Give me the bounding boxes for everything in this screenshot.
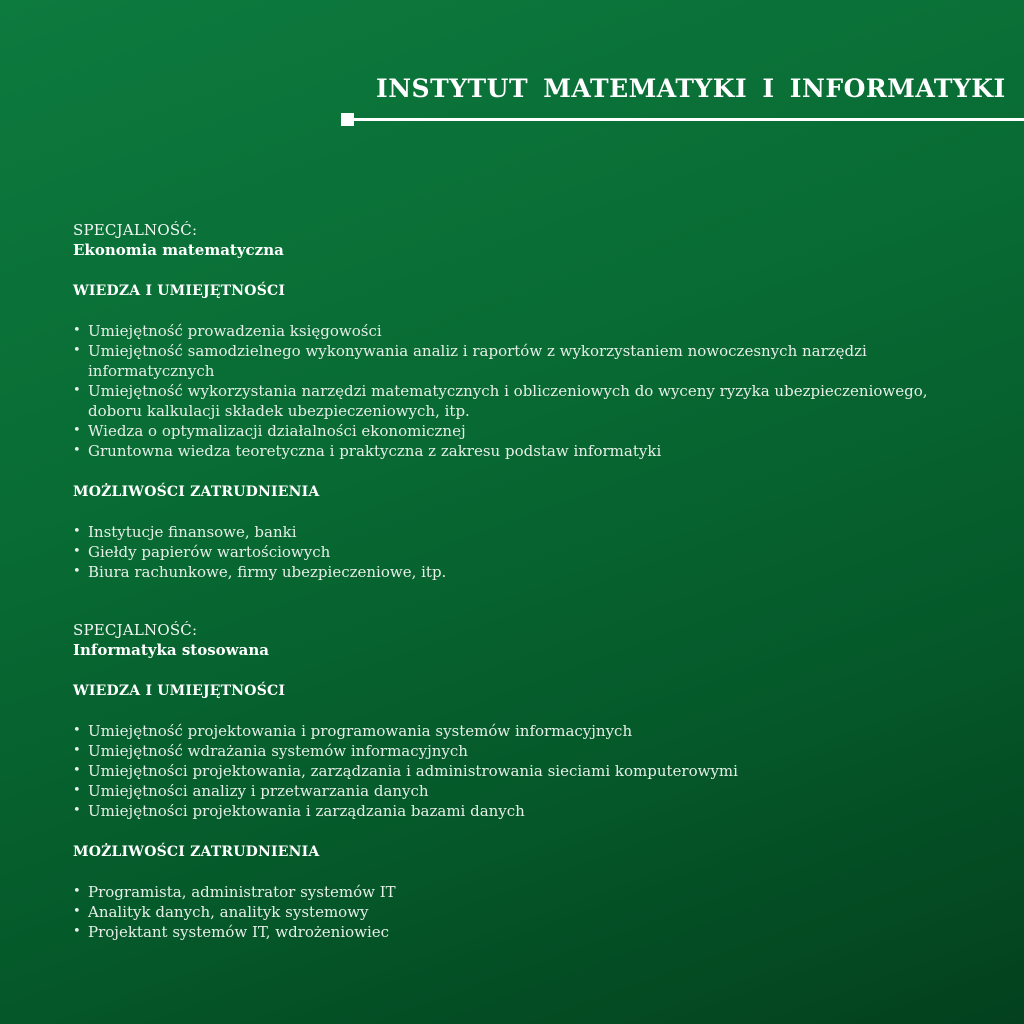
jobs-list-item: • Analityk danych, analityk systemowy xyxy=(73,902,953,922)
jobs-list xyxy=(73,522,953,582)
specialization-label: SPECJALNOŚĆ: xyxy=(73,221,198,239)
jobs-list-item: • Instytucje finansowe, banki xyxy=(73,522,953,542)
jobs-list-item: • Programista, administrator systemów IT xyxy=(73,882,953,902)
skills-list-item: • Umiejętność projektowania i programowania systemów informacyjnych xyxy=(73,721,953,741)
skills-heading: WIEDZA I UMIEJĘTNOŚCI xyxy=(73,283,286,299)
skills-list-item: • Umiejętności projektowania i zarządzania bazami danych xyxy=(73,801,953,821)
skills-list-item: • Umiejętność samodzielnego wykonywania analiz i raportów z wykorzystaniem nowoczesnych narzędzi informatycznych xyxy=(73,341,953,381)
specialization-section xyxy=(73,620,953,942)
jobs-heading: MOŻLIWOŚCI ZATRUDNIENIA xyxy=(73,844,320,860)
skills-heading: WIEDZA I UMIEJĘTNOŚCI xyxy=(73,683,286,699)
skills-list-item: • Umiejętność prowadzenia księgowości xyxy=(73,321,953,341)
jobs-list xyxy=(73,882,953,942)
specialization-name: Informatyka stosowana xyxy=(73,641,269,659)
skills-list-item: • Gruntowna wiedza teoretyczna i praktyczna z zakresu podstaw informatyki xyxy=(73,441,953,461)
skills-list-item: • Umiejętność wdrażania systemów informacyjnych xyxy=(73,741,953,761)
skills-list xyxy=(73,721,953,821)
content xyxy=(73,220,953,942)
header-rule xyxy=(348,118,1024,121)
skills-list-item: • Umiejętności projektowania, zarządzania i administrowania sieciami komputerowymi xyxy=(73,761,953,781)
specialization-name: Ekonomia matematyczna xyxy=(73,241,284,259)
skills-list-item: • Umiejętności analizy i przetwarzania danych xyxy=(73,781,953,801)
jobs-list-item: • Giełdy papierów wartościowych xyxy=(73,542,953,562)
skills-list xyxy=(73,321,953,461)
page-title: INSTYTUT MATEMATYKI I INFORMATYKI xyxy=(376,74,1006,103)
jobs-list-item: • Biura rachunkowe, firmy ubezpieczeniowe, itp. xyxy=(73,562,953,582)
skills-list-item: • Wiedza o optymalizacji działalności ekonomicznej xyxy=(73,421,953,441)
specialization-label: SPECJALNOŚĆ: xyxy=(73,621,198,639)
jobs-heading: MOŻLIWOŚCI ZATRUDNIENIA xyxy=(73,484,320,500)
jobs-list-item: • Projektant systemów IT, wdrożeniowiec xyxy=(73,922,953,942)
specialization-section xyxy=(73,220,953,582)
skills-list-item: • Umiejętność wykorzystania narzędzi matematycznych i obliczeniowych do wyceny ryzyka ubezpieczeniowego, doboru kalkulacji składek ubezpieczeniowych, itp. xyxy=(73,381,953,421)
